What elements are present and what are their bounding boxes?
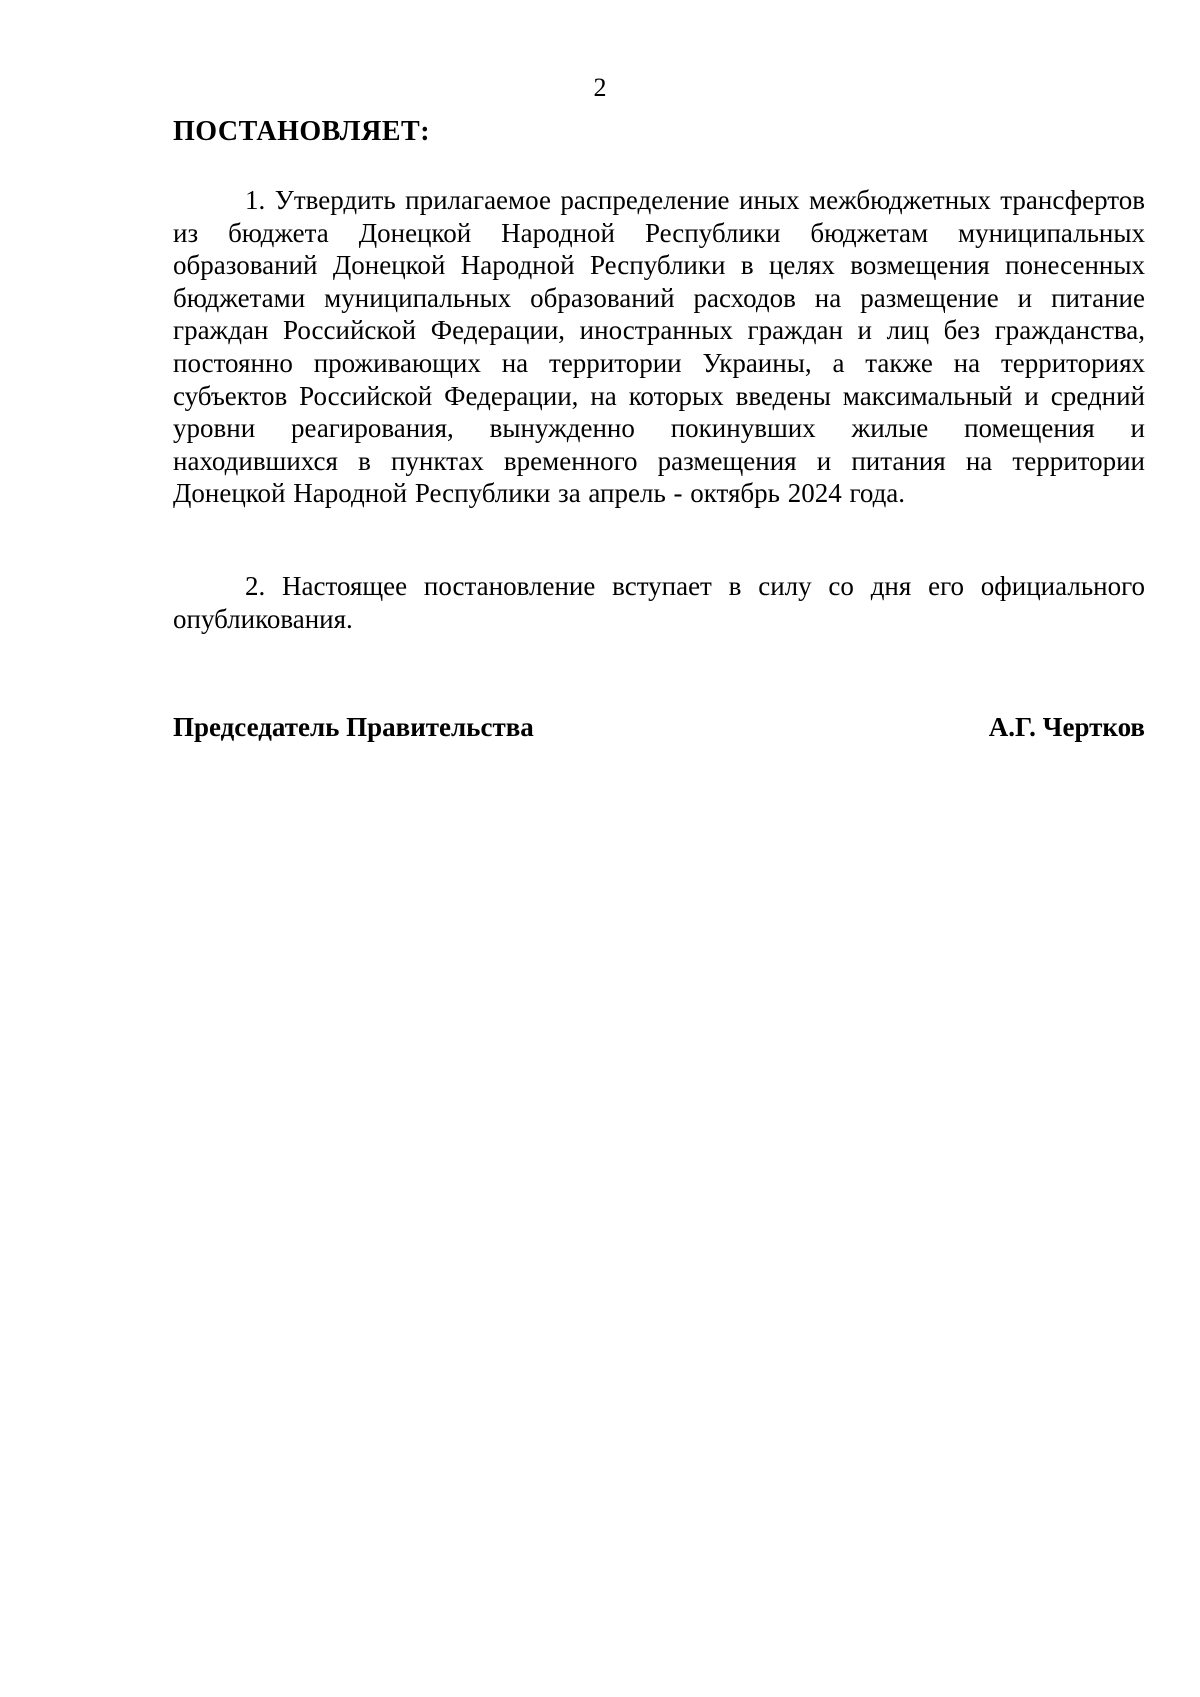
signature-block (173, 710, 1145, 744)
signatory-name: А.Г. Чертков (988, 712, 1145, 742)
decree-item-2: 2. Настоящее постановление вступает в силу со дня его официального опубликования. (173, 571, 1145, 634)
decree-heading: ПОСТАНОВЛЯЕТ: (173, 116, 431, 147)
page-number: 2 (593, 73, 607, 102)
decree-item-1: 1. Утвердить прилагаемое распределение иных межбюджетных трансфертов из бюджета Донецкой Народной Республики бюджетам муниципальных образований Донецкой Народной Республики в целях возмещения понесенных бюджетами муниципальных образований расходов на размещение и питание граждан Российской Федерации, иностранных граждан и лиц без гражданства, постоянно проживающих на территории Украины, а также на территориях субъектов Российской Федерации, на которых введены максимальный и средний уровни реагирования, вынужденно покинувших жилые помещения и находившихся в пунктах временного размещения и питания на территории Донецкой Народной Республики за апрель - октябрь 2024 года. (173, 185, 1145, 509)
signatory-position: Председатель Правительства (173, 712, 534, 742)
